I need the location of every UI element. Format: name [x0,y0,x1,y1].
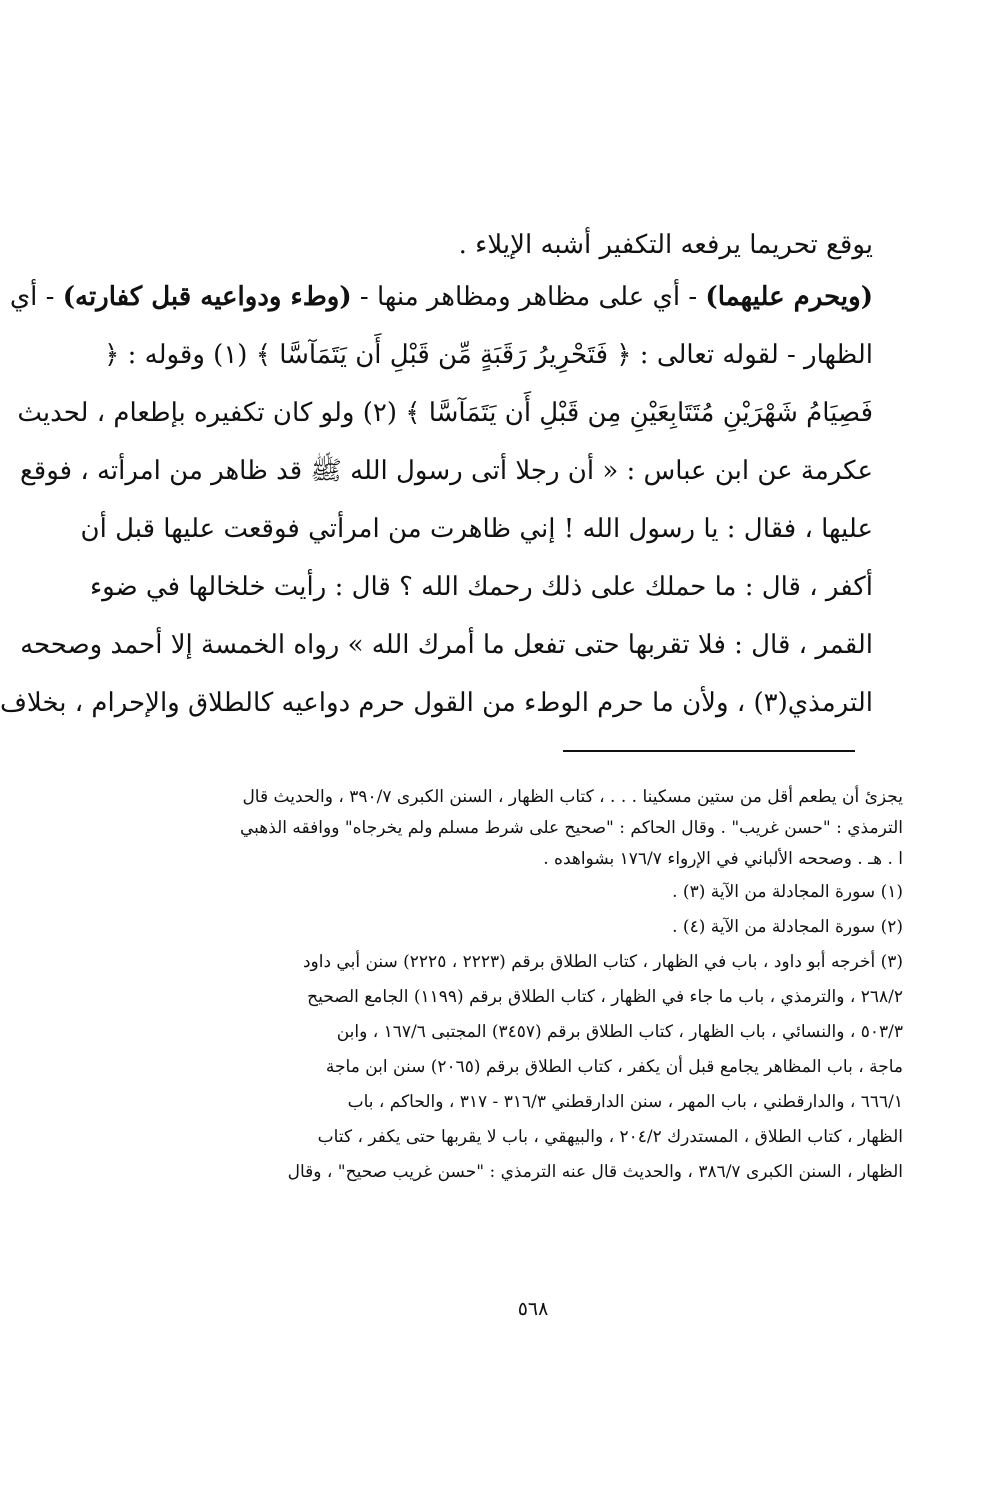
inline-text: - أي على مظاهر ومظاهر منها - [351,282,706,312]
footnote-continuation-3: ا . هـ . وصححه الألباني في الإرواء ١٧٦/٧ بشواهده . [543,849,903,869]
inline-text-end: - أي [9,282,63,312]
footnote-3-line-3: ٥٠٣/٣ ، والنسائي ، باب الظهار ، كتاب الطلاق برقم (٣٤٥٧) المجتبى ١٦٧/٦ ، وابن [336,1022,903,1042]
bold-phrase-2: (وطء ودواعيه قبل كفارته) [62,282,352,312]
main-line-1: يوقع تحريما يرفعه التكفير أشبه الإيلاء . [458,230,873,260]
main-line-8: القمر ، قال : فلا تقربها حتى تفعل ما أمرك الله » رواه الخمسة إلا أحمد وصححه [20,630,873,660]
footnote-2: (٢) سورة المجادلة من الآية (٤) . [672,917,903,937]
main-line-4: فَصِيَامُ شَهْرَيْنِ مُتَتَابِعَيْنِ مِن قَبْلِ أَن يَتَمَآسَّا ﴾ (٢) ولو كان تكفيره بإطعام ، لحديث [17,398,873,428]
footnotes [203,782,903,1190]
footnote-3-line-6: الظهار ، كتاب الطلاق ، المستدرك ٢٠٤/٢ ، والبيهقي ، باب لا يقربها حتى يكفر ، كتاب [317,1127,903,1147]
main-line-5: عكرمة عن ابن عباس : « أن رجلا أتى رسول الله ﷺ قد ظاهر من امرأته ، فوقع [19,456,873,486]
main-line-3: الظهار - لقوله تعالى : ﴿ فَتَحْرِيرُ رَقَبَةٍ مِّن قَبْلِ أَن يَتَمَآسَّا ﴾ (١) وقوله : ﴿ [104,340,873,370]
footnote-continuation-2: الترمذي : "حسن غريب" . وقال الحاكم : "صحيح على شرط مسلم ولم يخرجاه" ووافقه الذهبي [239,818,903,838]
footnote-continuation-1: يجزئ أن يطعم أقل من ستين مسكينا . . . ، كتاب الظهار ، السنن الكبرى ٣٩٠/٧ ، والحديث قال [242,787,903,807]
page-number: ٥٦٨ [517,1298,549,1320]
footnote-1: (١) سورة المجادلة من الآية (٣) . [672,882,903,902]
footnote-separator [563,750,855,752]
main-line-7: أكفر ، قال : ما حملك على ذلك رحمك الله ؟ قال : رأيت خلخالها في ضوء [89,572,873,602]
footnote-3-line-2: ٢٦٨/٢ ، والترمذي ، باب ما جاء في الظهار ، كتاب الطلاق برقم (١١٩٩) الجامع الصحيح [307,987,903,1007]
footnote-3-line-1: (٣) أخرجه أبو داود ، باب في الظهار ، كتاب الطلاق برقم (٢٢٢٣ ، ٢٢٢٥) سنن أبي داود [302,952,903,972]
bold-phrase-1: (ويحرم عليهما) [705,282,873,312]
footnote-3-line-5: ٦٦٦/١ ، والدارقطني ، باب المهر ، سنن الدارقطني ٣١٦/٣ - ٣١٧ ، والحاكم ، باب [347,1092,903,1112]
main-line-9: الترمذي(٣) ، ولأن ما حرم الوطء من القول حرم دواعيه كالطلاق والإحرام ، بخلاف [0,688,873,718]
main-line-2 [9,268,873,326]
main-text [0,222,873,732]
main-line-6: عليها ، فقال : يا رسول الله ! إني ظاهرت من امرأتي فوقعت عليها قبل أن [80,514,873,544]
footnote-3-line-4: ماجة ، باب المظاهر يجامع قبل أن يكفر ، كتاب الطلاق برقم (٢٠٦٥) سنن ابن ماجة [325,1057,903,1077]
footnote-3-line-7: الظهار ، السنن الكبرى ٣٨٦/٧ ، والحديث قال عنه الترمذي : "حسن غريب صحيح" ، وقال [287,1162,903,1182]
